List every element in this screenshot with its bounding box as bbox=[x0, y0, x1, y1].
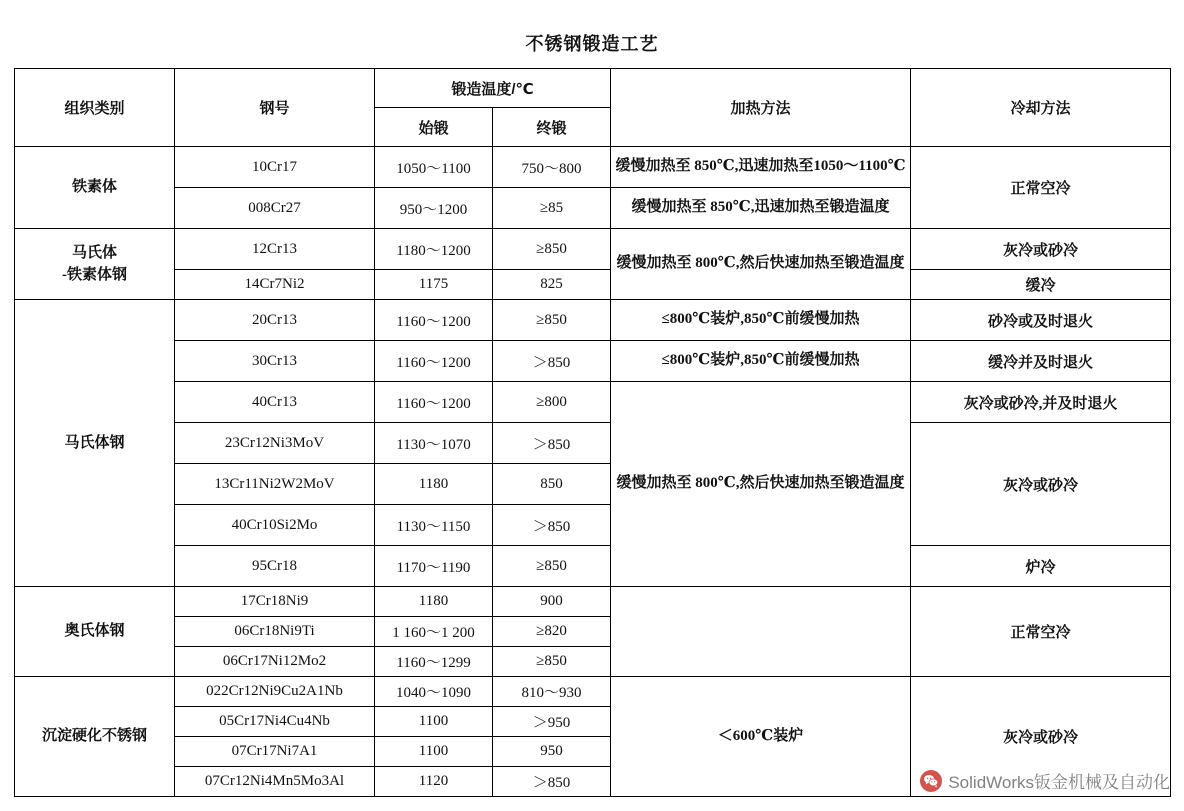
cell-start-temp: 1100 bbox=[375, 707, 493, 737]
cell-start-temp: 1170～1190 bbox=[375, 546, 493, 587]
cell-steel-no: 07Cr17Ni7A1 bbox=[175, 737, 375, 767]
cell-cooling-method: 灰冷或砂冷 bbox=[911, 423, 1171, 546]
cell-cooling-method: 灰冷或砂冷 bbox=[911, 677, 1171, 797]
cell-steel-no: 23Cr12Ni3MoV bbox=[175, 423, 375, 464]
header-forging-temp: 锻造温度/℃ bbox=[375, 69, 611, 108]
cell-end-temp: ＞850 bbox=[493, 767, 611, 797]
cell-start-temp: 1160～1200 bbox=[375, 300, 493, 341]
cell-end-temp: ≥820 bbox=[493, 617, 611, 647]
table-row bbox=[15, 270, 1171, 300]
cell-start-temp: 1050～1100 bbox=[375, 147, 493, 188]
cell-end-temp: ＞950 bbox=[493, 707, 611, 737]
cell-steel-no: 40Cr10Si2Mo bbox=[175, 505, 375, 546]
table-row bbox=[15, 546, 1171, 587]
cell-steel-no: 14Cr7Ni2 bbox=[175, 270, 375, 300]
header-end-forging: 终锻 bbox=[493, 108, 611, 147]
cell-heating-method: 缓慢加热至 800℃,然后快速加热至锻造温度 bbox=[611, 382, 911, 587]
cell-heating-method bbox=[611, 587, 911, 677]
cell-steel-no: 05Cr17Ni4Cu4Nb bbox=[175, 707, 375, 737]
cell-start-temp: 1175 bbox=[375, 270, 493, 300]
cell-category: 奥氏体钢 bbox=[15, 587, 175, 677]
cell-cooling-method: 正常空冷 bbox=[911, 147, 1171, 229]
cell-end-temp: 810～930 bbox=[493, 677, 611, 707]
cell-end-temp: ≥850 bbox=[493, 647, 611, 677]
cell-cooling-method: 缓冷并及时退火 bbox=[911, 341, 1171, 382]
cell-end-temp: 825 bbox=[493, 270, 611, 300]
table-row bbox=[15, 677, 1171, 707]
cell-steel-no: 40Cr13 bbox=[175, 382, 375, 423]
cell-start-temp: 1180 bbox=[375, 587, 493, 617]
table-row bbox=[15, 587, 1171, 617]
cell-start-temp: 1130～1150 bbox=[375, 505, 493, 546]
cell-steel-no: 20Cr13 bbox=[175, 300, 375, 341]
cell-cooling-method: 缓冷 bbox=[911, 270, 1171, 300]
cell-start-temp: 1100 bbox=[375, 737, 493, 767]
cell-end-temp: ＞850 bbox=[493, 505, 611, 546]
forging-process-table bbox=[14, 68, 1171, 797]
cell-cooling-method: 正常空冷 bbox=[911, 587, 1171, 677]
cell-start-temp: 1130～1070 bbox=[375, 423, 493, 464]
header-category: 组织类别 bbox=[15, 69, 175, 147]
cell-end-temp: 950 bbox=[493, 737, 611, 767]
cell-steel-no: 06Cr17Ni12Mo2 bbox=[175, 647, 375, 677]
table-row bbox=[15, 341, 1171, 382]
cell-steel-no: 008Cr27 bbox=[175, 188, 375, 229]
table-row bbox=[15, 300, 1171, 341]
watermark-text: SolidWorks钣金机械及自动化 bbox=[948, 773, 1170, 792]
cell-end-temp: ＞850 bbox=[493, 341, 611, 382]
cell-end-temp: ＞850 bbox=[493, 423, 611, 464]
cell-cooling-method: 炉冷 bbox=[911, 546, 1171, 587]
table-header-row bbox=[15, 69, 1171, 108]
cell-start-temp: 1180～1200 bbox=[375, 229, 493, 270]
cell-cooling-method: 灰冷或砂冷 bbox=[911, 229, 1171, 270]
cell-start-temp: 1180 bbox=[375, 464, 493, 505]
cell-category bbox=[15, 229, 175, 300]
cell-steel-no: 17Cr18Ni9 bbox=[175, 587, 375, 617]
table-row bbox=[15, 229, 1171, 270]
cell-heating-method: 缓慢加热至 800℃,然后快速加热至锻造温度 bbox=[611, 229, 911, 300]
cell-steel-no: 12Cr13 bbox=[175, 229, 375, 270]
cell-cooling-method: 砂冷或及时退火 bbox=[911, 300, 1171, 341]
cell-steel-no: 13Cr11Ni2W2MoV bbox=[175, 464, 375, 505]
table-row bbox=[15, 423, 1171, 464]
cell-end-temp: ≥850 bbox=[493, 546, 611, 587]
header-cooling-method: 冷却方法 bbox=[911, 69, 1171, 147]
page-title: 不锈钢锻造工艺 bbox=[525, 34, 659, 54]
header-steel-no: 钢号 bbox=[175, 69, 375, 147]
cell-start-temp: 1160～1200 bbox=[375, 341, 493, 382]
cell-steel-no: 30Cr13 bbox=[175, 341, 375, 382]
cell-end-temp: ≥850 bbox=[493, 229, 611, 270]
cell-heating-method: ＜600℃装炉 bbox=[611, 677, 911, 797]
cell-end-temp: ≥85 bbox=[493, 188, 611, 229]
table-row bbox=[15, 147, 1171, 188]
cell-category: 马氏体钢 bbox=[15, 300, 175, 587]
cell-steel-no: 022Cr12Ni9Cu2A1Nb bbox=[175, 677, 375, 707]
cell-start-temp: 1120 bbox=[375, 767, 493, 797]
cell-category-line2: -铁素体钢 bbox=[62, 267, 127, 283]
cell-heating-method: 缓慢加热至 850℃,迅速加热至锻造温度 bbox=[611, 188, 911, 229]
cell-start-temp: 1 160～1 200 bbox=[375, 617, 493, 647]
cell-category-line1: 马氏体 bbox=[71, 244, 117, 261]
header-heating-method: 加热方法 bbox=[611, 69, 911, 147]
cell-end-temp: 750～800 bbox=[493, 147, 611, 188]
cell-steel-no: 10Cr17 bbox=[175, 147, 375, 188]
cell-end-temp: 900 bbox=[493, 587, 611, 617]
cell-end-temp: ≥800 bbox=[493, 382, 611, 423]
cell-end-temp: ≥850 bbox=[493, 300, 611, 341]
cell-steel-no: 06Cr18Ni9Ti bbox=[175, 617, 375, 647]
cell-heating-method: 缓慢加热至 850℃,迅速加热至1050～1100℃ bbox=[611, 147, 911, 188]
header-start-forging: 始锻 bbox=[375, 108, 493, 147]
cell-steel-no: 95Cr18 bbox=[175, 546, 375, 587]
cell-start-temp: 1160～1200 bbox=[375, 382, 493, 423]
cell-steel-no: 07Cr12Ni4Mn5Mo3Al bbox=[175, 767, 375, 797]
cell-start-temp: 1040～1090 bbox=[375, 677, 493, 707]
cell-start-temp: 950～1200 bbox=[375, 188, 493, 229]
cell-cooling-method: 灰冷或砂冷,并及时退火 bbox=[911, 382, 1171, 423]
cell-category: 铁素体 bbox=[15, 147, 175, 229]
cell-start-temp: 1160～1299 bbox=[375, 647, 493, 677]
cell-heating-method: ≤800℃装炉,850℃前缓慢加热 bbox=[611, 300, 911, 341]
cell-category: 沉淀硬化不锈钢 bbox=[15, 677, 175, 797]
cell-end-temp: 850 bbox=[493, 464, 611, 505]
cell-heating-method: ≤800℃装炉,850℃前缓慢加热 bbox=[611, 341, 911, 382]
table-row bbox=[15, 382, 1171, 423]
